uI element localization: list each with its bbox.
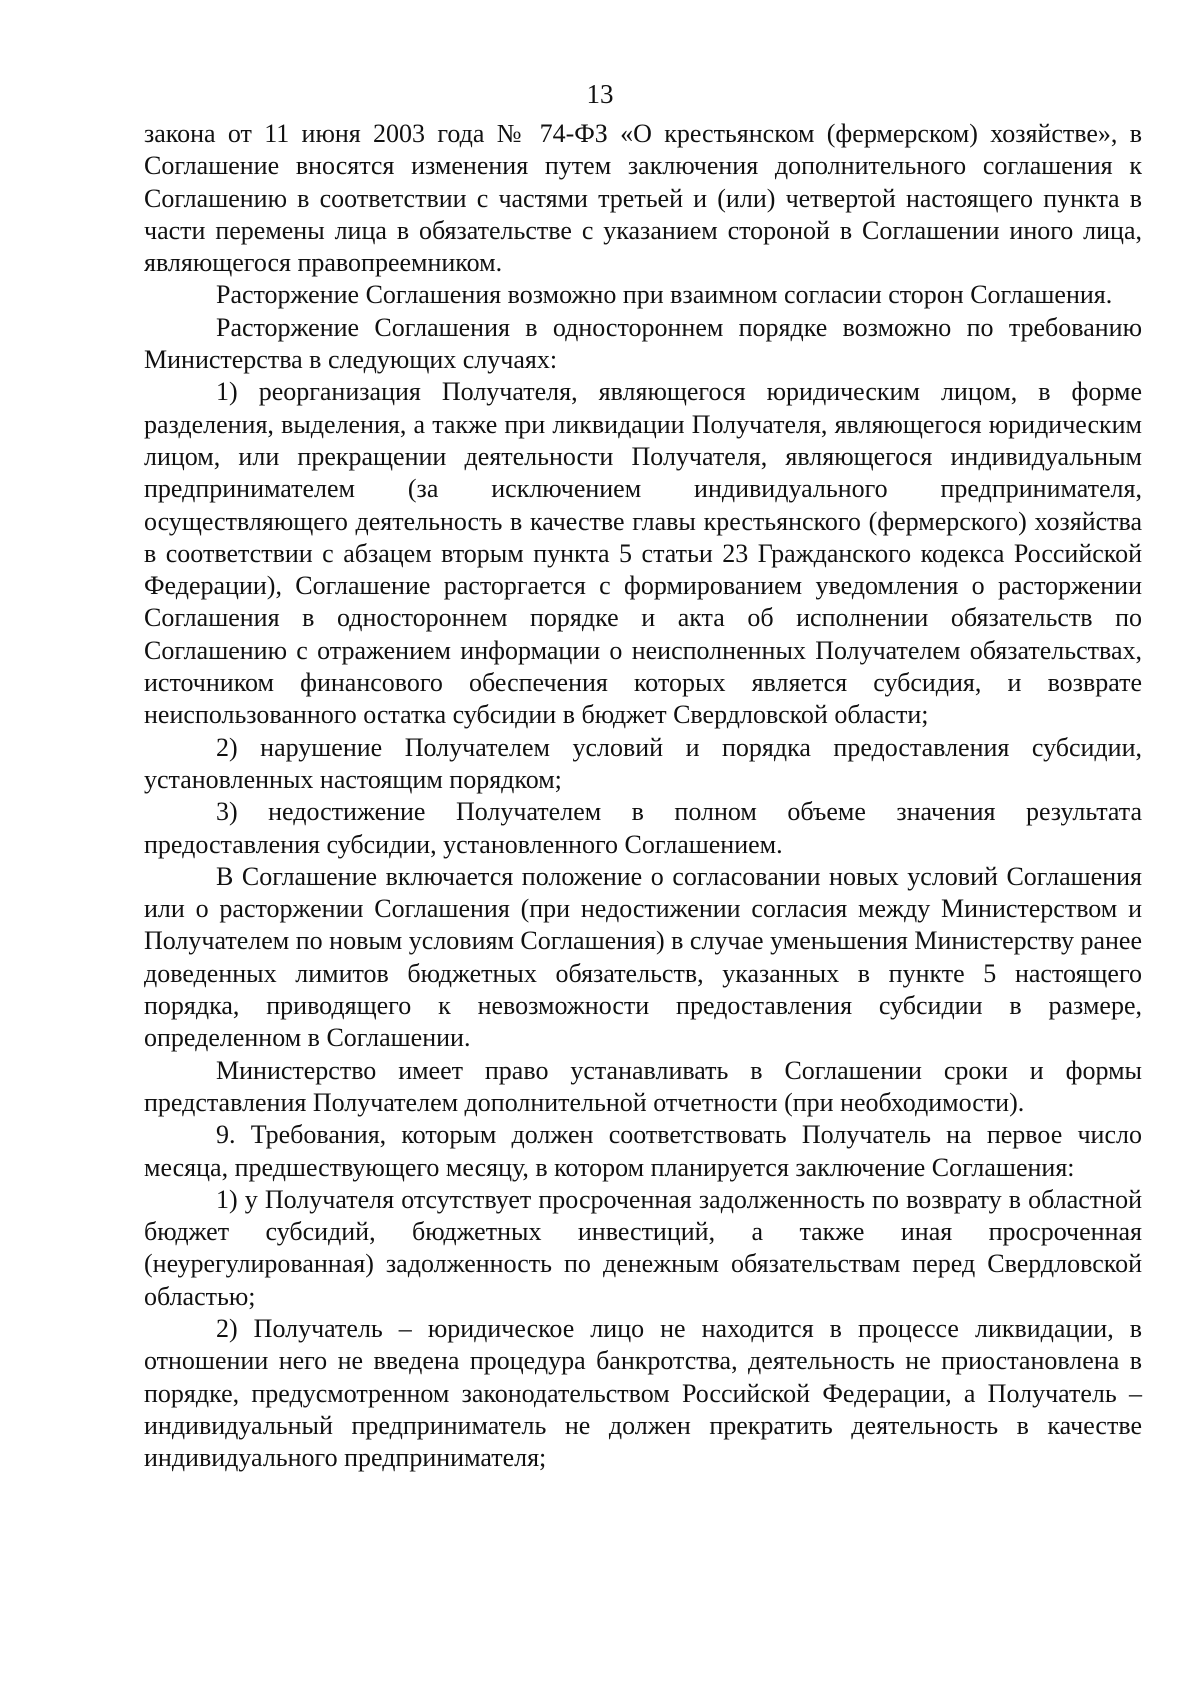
paragraph-new-conditions: В Соглашение включается положение о согласовании новых условий Соглашения или о расторжении Соглашения (при недостижении согласия между Министерством и Получателем по новым условиям Соглашения) в случае уменьшения Министерству ранее доведенных лимитов бюджетных обязательств, указанных в пункте 5 настоящего порядка, приводящего к невозможности предоставления субсидии в размере, определенном в Соглашении. [144, 861, 1142, 1053]
paragraph-termination-unilateral: Расторжение Соглашения в одностороннем порядке возможно по требованию Министерства в следующих случаях: [144, 312, 1142, 375]
page-number: 13 [586, 79, 614, 109]
section-9-requirements: 9. Требования, которым должен соответствовать Получатель на первое число месяца, предшествующего месяцу, в котором планируется заключение Соглашения: [144, 1120, 1142, 1182]
list-item-non-achievement: 3) недостижение Получателем в полном объеме значения результата предоставления субсидии, установленного Соглашением. [144, 797, 1142, 859]
list-item-violation: 2) нарушение Получателем условий и порядка предоставления субсидии, установленных настоящим порядком; [144, 732, 1142, 794]
paragraph-continuation: закона от 11 июня 2003 года № 74-ФЗ «О крестьянском (фермерском) хозяйстве», в Соглашение вносятся изменения путем заключения дополнительного соглашения к Соглашению в соответствии с частями третьей и (или) четвертой настоящего пункта в части перемены лица в обязательстве с указанием стороной в Соглашении иного лица, являющегося правопреемником. [144, 119, 1142, 278]
paragraph-reporting: Министерство имеет право устанавливать в Соглашении сроки и формы представления Получателем дополнительной отчетности (при необходимости). [144, 1055, 1142, 1117]
list-item-no-debt: 1) у Получателя отсутствует просроченная задолженность по возврату в областной бюджет субсидий, бюджетных инвестиций, а также иная просроченная (неурегулированная) задолженность по денежным обязательствам перед Свердловской областью; [144, 1184, 1142, 1311]
paragraph-termination-mutual: Расторжение Соглашения возможно при взаимном согласии сторон Соглашения. [216, 280, 1113, 310]
list-item-reorganization: 1) реорганизация Получателя, являющегося юридическим лицом, в форме разделения, выделения, а также при ликвидации Получателя, являющегося юридическим лицом, или прекращении деятельности Получателя, являющегося индивидуальным предпринимателем (за исключением индивидуального предпринимателя, осуществляющего деятельность в качестве главы крестьянского (фермерского) хозяйства в соответствии с абзацем вторым пункта 5 статьи 23 Гражданского кодекса Российской Федерации), Соглашение расторгается с формированием уведомления о расторжении Соглашения в одностороннем порядке и акта об исполнении обязательств по Соглашению с отражением информации о неисполненных Получателем обязательствах, источником финансового обеспечения которых является субсидия, и возврате неиспользованного остатка субсидии в бюджет Свердловской области; [144, 377, 1142, 730]
list-item-not-liquidated: 2) Получатель – юридическое лицо не находится в процессе ликвидации, в отношении него не введена процедура банкротства, деятельность не приостановлена в порядке, предусмотренном законодательством Российской Федерации, а Получатель – индивидуальный предприниматель не должен прекратить деятельность в качестве индивидуального предпринимателя; [144, 1313, 1142, 1473]
document-body [144, 118, 1142, 1474]
